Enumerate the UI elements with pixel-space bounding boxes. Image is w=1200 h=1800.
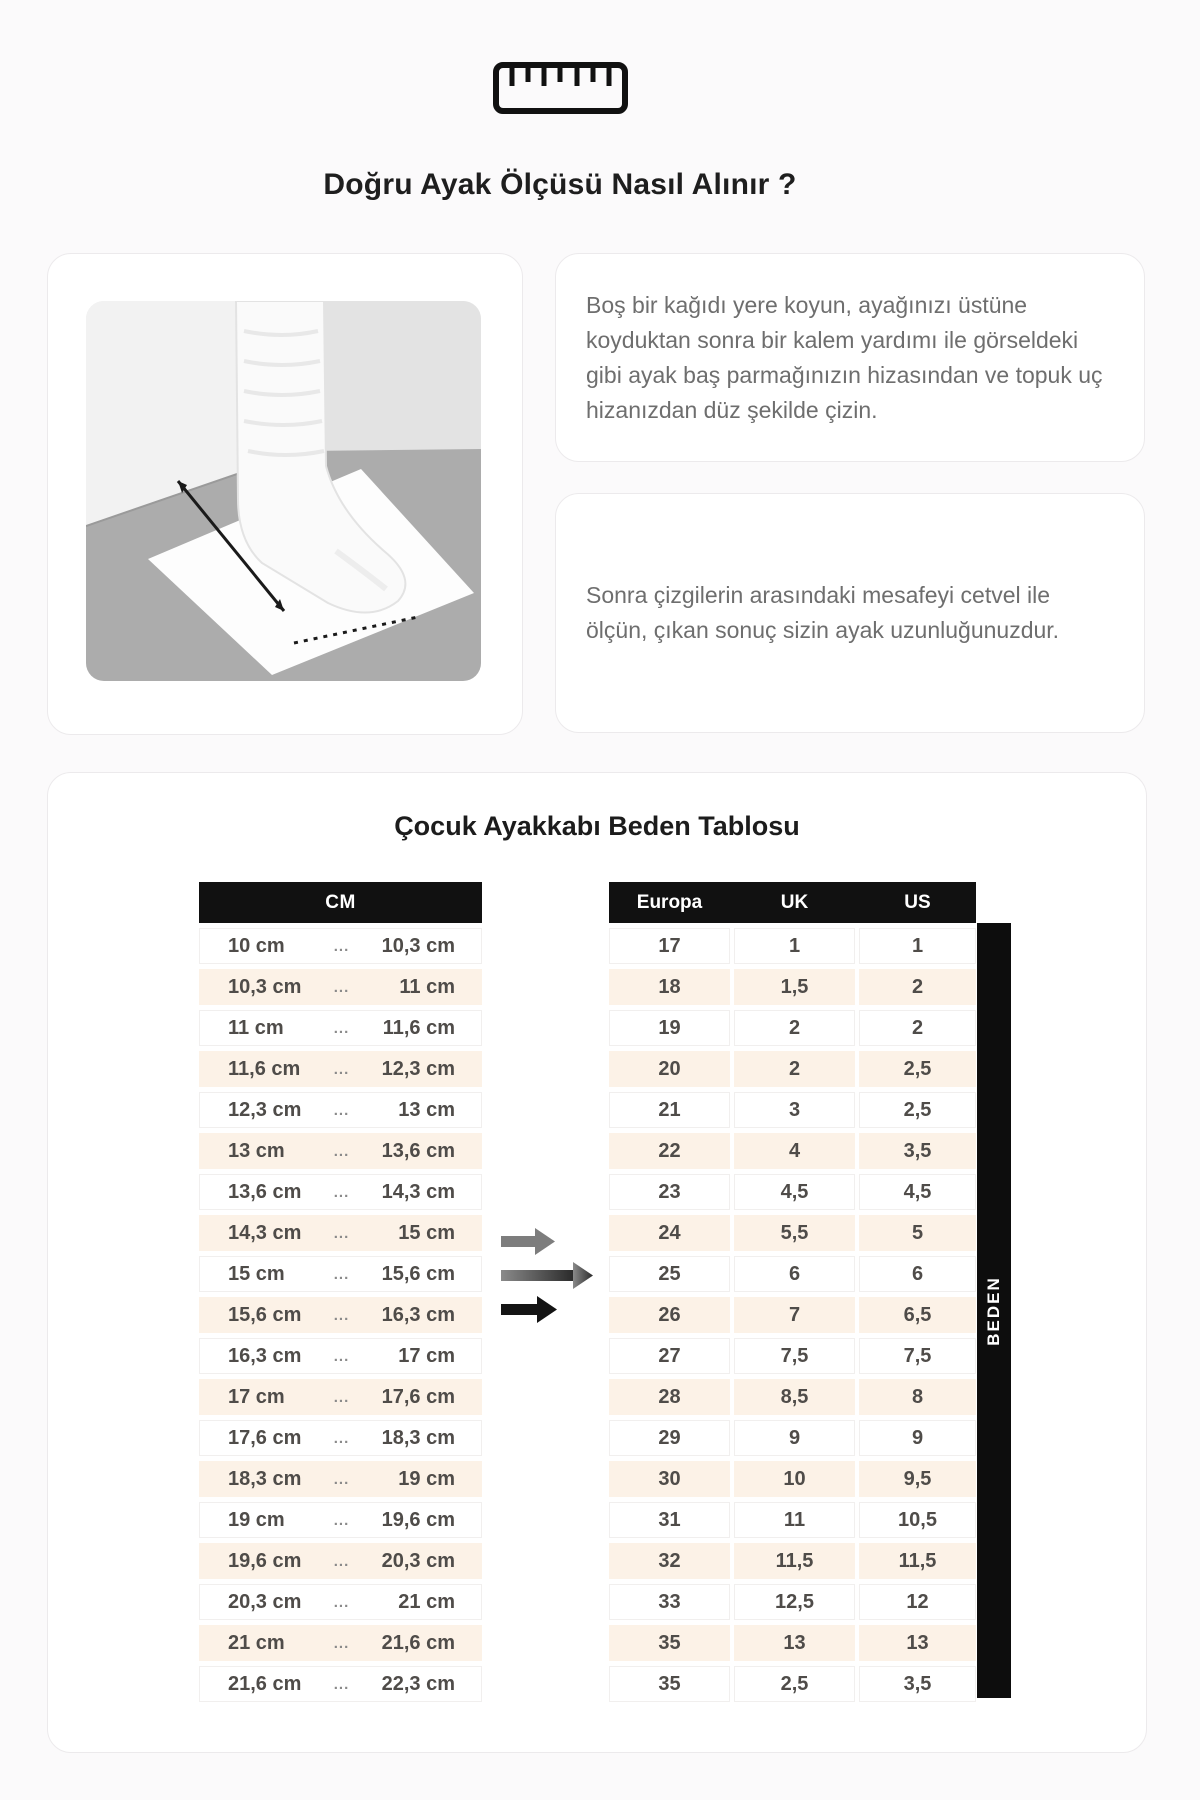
size-cell: 3,5 — [859, 1666, 976, 1702]
measurement-photo-card — [47, 253, 523, 735]
size-cell: 17 — [609, 928, 730, 964]
size-cell: 19 — [609, 1010, 730, 1046]
size-cell: 3,5 — [859, 1133, 976, 1169]
instruction-text-2: Sonra çizgilerin arasındaki mesafeyi cetvel ile ölçün, çıkan sonuç sizin ayak uzunluğunuzdur. — [586, 582, 1060, 643]
cm-range-dots: ... — [333, 1552, 350, 1570]
cm-range-to: 10,3 cm — [381, 934, 455, 957]
size-cell: 11,5 — [859, 1543, 976, 1579]
size-cell: 23 — [609, 1174, 730, 1210]
size-cell: 30 — [609, 1461, 730, 1497]
foot-measurement-photo — [86, 301, 481, 681]
cm-table-row — [199, 969, 482, 1005]
cm-range-dots: ... — [333, 1388, 350, 1406]
size-cell: 2 — [859, 1010, 976, 1046]
size-chart-title: Çocuk Ayakkabı Beden Tablosu — [394, 811, 800, 841]
cm-range-from: 12,3 cm — [228, 1098, 302, 1121]
cm-range-dots: ... — [333, 1265, 350, 1283]
size-cell: 7,5 — [859, 1338, 976, 1374]
size-cell: 9 — [734, 1420, 855, 1456]
instruction-card-1 — [555, 253, 1145, 462]
size-table — [609, 882, 976, 1702]
cm-range-dots: ... — [333, 1101, 350, 1119]
cm-table-row — [199, 1420, 482, 1456]
size-header-europa: Europa — [636, 891, 703, 913]
cm-range-to: 12,3 cm — [381, 1057, 455, 1080]
cm-range-dots: ... — [333, 1470, 350, 1488]
size-cell: 28 — [609, 1379, 730, 1415]
size-cell: 11 — [734, 1502, 855, 1538]
size-cell: 7 — [734, 1297, 855, 1333]
size-cell: 18 — [609, 969, 730, 1005]
cm-range-to: 18,3 cm — [381, 1426, 455, 1449]
size-cell: 9,5 — [859, 1461, 976, 1497]
cm-range-to: 21 cm — [398, 1590, 455, 1613]
size-cell: 2 — [734, 1010, 855, 1046]
size-cell: 5 — [859, 1215, 976, 1251]
cm-range-from: 11 cm — [228, 1016, 284, 1039]
cm-table-row — [199, 1502, 482, 1538]
size-cell: 2,5 — [734, 1666, 855, 1702]
size-header-uk: UK — [780, 891, 809, 913]
size-cell: 21 — [609, 1092, 730, 1128]
cm-table-row — [199, 928, 482, 964]
cm-range-from: 14,3 cm — [228, 1221, 302, 1244]
size-cell: 4 — [734, 1133, 855, 1169]
size-cell: 4,5 — [859, 1174, 976, 1210]
size-cell: 6 — [859, 1256, 976, 1292]
size-cell: 7,5 — [734, 1338, 855, 1374]
size-header-us: US — [904, 891, 931, 913]
size-cell: 25 — [609, 1256, 730, 1292]
cm-range-from: 13 cm — [228, 1139, 285, 1162]
page-title: Doğru Ayak Ölçüsü Nasıl Alınır ? — [323, 168, 797, 201]
cm-table-row — [199, 1297, 482, 1333]
instruction-text-1: Boş bir kağıdı yere koyun, ayağınızı üstüne koyduktan sonra bir kalem yardımı ile görseldeki gibi ayak baş parmağınızın hizasından ve topuk uç hizanızdan düz şekilde çizin. — [586, 291, 1103, 423]
cm-range-from: 19 cm — [228, 1508, 285, 1531]
cm-table-row — [199, 1666, 482, 1702]
cm-range-dots: ... — [333, 1224, 350, 1242]
size-cell: 35 — [609, 1666, 730, 1702]
size-cell: 27 — [609, 1338, 730, 1374]
cm-range-dots: ... — [333, 1347, 350, 1365]
cm-table-row — [199, 1584, 482, 1620]
cm-table-row — [199, 1133, 482, 1169]
instruction-card-2 — [555, 493, 1145, 733]
size-cell: 31 — [609, 1502, 730, 1538]
size-cell: 6 — [734, 1256, 855, 1292]
cm-range-dots: ... — [333, 1675, 350, 1693]
size-cell: 8,5 — [734, 1379, 855, 1415]
ruler-icon — [0, 62, 1120, 114]
size-cell: 29 — [609, 1420, 730, 1456]
cm-range-from: 10 cm — [228, 934, 285, 957]
transfer-arrows-icon — [499, 1223, 603, 1327]
size-cell: 6,5 — [859, 1297, 976, 1333]
beden-bar — [977, 923, 1011, 1698]
cm-range-to: 13,6 cm — [381, 1139, 455, 1162]
size-cell: 8 — [859, 1379, 976, 1415]
size-cell: 26 — [609, 1297, 730, 1333]
size-cell: 1,5 — [734, 969, 855, 1005]
cm-range-to: 16,3 cm — [381, 1303, 455, 1326]
cm-range-from: 18,3 cm — [228, 1467, 302, 1490]
size-cell: 10 — [734, 1461, 855, 1497]
cm-range-to: 19 cm — [398, 1467, 455, 1490]
size-cell: 2,5 — [859, 1051, 976, 1087]
size-table-rows — [609, 928, 976, 1702]
beden-label: BEDEN — [984, 1275, 1004, 1346]
cm-table-row — [199, 1092, 482, 1128]
size-cell: 12,5 — [734, 1584, 855, 1620]
size-chart-card — [47, 772, 1147, 1753]
cm-range-from: 17,6 cm — [228, 1426, 302, 1449]
cm-table-row — [199, 1338, 482, 1374]
size-cell: 2 — [859, 969, 976, 1005]
cm-range-from: 10,3 cm — [228, 975, 302, 998]
cm-range-to: 20,3 cm — [381, 1549, 455, 1572]
size-cell: 4,5 — [734, 1174, 855, 1210]
cm-table-row — [199, 1010, 482, 1046]
cm-range-to: 14,3 cm — [381, 1180, 455, 1203]
cm-range-dots: ... — [333, 1183, 350, 1201]
cm-table-row — [199, 1461, 482, 1497]
size-cell: 32 — [609, 1543, 730, 1579]
cm-range-from: 21 cm — [228, 1631, 285, 1654]
cm-range-from: 19,6 cm — [228, 1549, 302, 1572]
cm-range-dots: ... — [333, 1593, 350, 1611]
cm-range-from: 21,6 cm — [228, 1672, 302, 1695]
size-cell: 20 — [609, 1051, 730, 1087]
cm-range-to: 15 cm — [398, 1221, 455, 1244]
cm-range-to: 15,6 cm — [381, 1262, 455, 1285]
size-cell: 10,5 — [859, 1502, 976, 1538]
size-cell: 2 — [734, 1051, 855, 1087]
size-cell: 9 — [859, 1420, 976, 1456]
size-cell: 12 — [859, 1584, 976, 1620]
cm-range-to: 11,6 cm — [382, 1016, 455, 1039]
cm-range-from: 20,3 cm — [228, 1590, 302, 1613]
cm-table-header: CM — [199, 882, 482, 923]
size-cell: 2,5 — [859, 1092, 976, 1128]
size-cell: 35 — [609, 1625, 730, 1661]
size-cell: 22 — [609, 1133, 730, 1169]
cm-range-dots: ... — [333, 937, 350, 955]
size-cell: 3 — [734, 1092, 855, 1128]
size-cell: 24 — [609, 1215, 730, 1251]
cm-range-dots: ... — [333, 1429, 350, 1447]
size-cell: 13 — [734, 1625, 855, 1661]
cm-range-to: 19,6 cm — [381, 1508, 455, 1531]
cm-range-from: 13,6 cm — [228, 1180, 302, 1203]
cm-range-dots: ... — [333, 1634, 350, 1652]
cm-range-dots: ... — [333, 1142, 350, 1160]
cm-range-from: 15,6 cm — [228, 1303, 302, 1326]
cm-range-to: 22,3 cm — [381, 1672, 455, 1695]
size-cell: 1 — [734, 928, 855, 964]
cm-range-to: 17,6 cm — [381, 1385, 455, 1408]
size-table-header — [609, 882, 976, 923]
size-cell: 13 — [859, 1625, 976, 1661]
cm-table-row — [199, 1051, 482, 1087]
cm-range-to: 17 cm — [398, 1344, 455, 1367]
cm-range-dots: ... — [333, 1511, 350, 1529]
size-cell: 5,5 — [734, 1215, 855, 1251]
cm-table-row — [199, 1625, 482, 1661]
size-cell: 1 — [859, 928, 976, 964]
cm-range-from: 15 cm — [228, 1262, 285, 1285]
size-cell: 33 — [609, 1584, 730, 1620]
cm-range-to: 13 cm — [398, 1098, 455, 1121]
cm-table-rows — [199, 928, 482, 1702]
cm-range-dots: ... — [333, 1019, 350, 1037]
cm-range-dots: ... — [333, 978, 350, 996]
cm-range-from: 11,6 cm — [228, 1057, 301, 1080]
cm-table-row — [199, 1215, 482, 1251]
cm-range-from: 17 cm — [228, 1385, 285, 1408]
cm-table-row — [199, 1256, 482, 1292]
size-cell: 11,5 — [734, 1543, 855, 1579]
cm-range-dots: ... — [333, 1306, 350, 1324]
cm-table-row — [199, 1543, 482, 1579]
cm-range-to: 11 cm — [399, 975, 455, 998]
cm-table — [199, 882, 482, 1702]
cm-range-dots: ... — [333, 1060, 350, 1078]
cm-range-to: 21,6 cm — [381, 1631, 455, 1654]
cm-range-from: 16,3 cm — [228, 1344, 302, 1367]
cm-table-row — [199, 1174, 482, 1210]
cm-table-row — [199, 1379, 482, 1415]
